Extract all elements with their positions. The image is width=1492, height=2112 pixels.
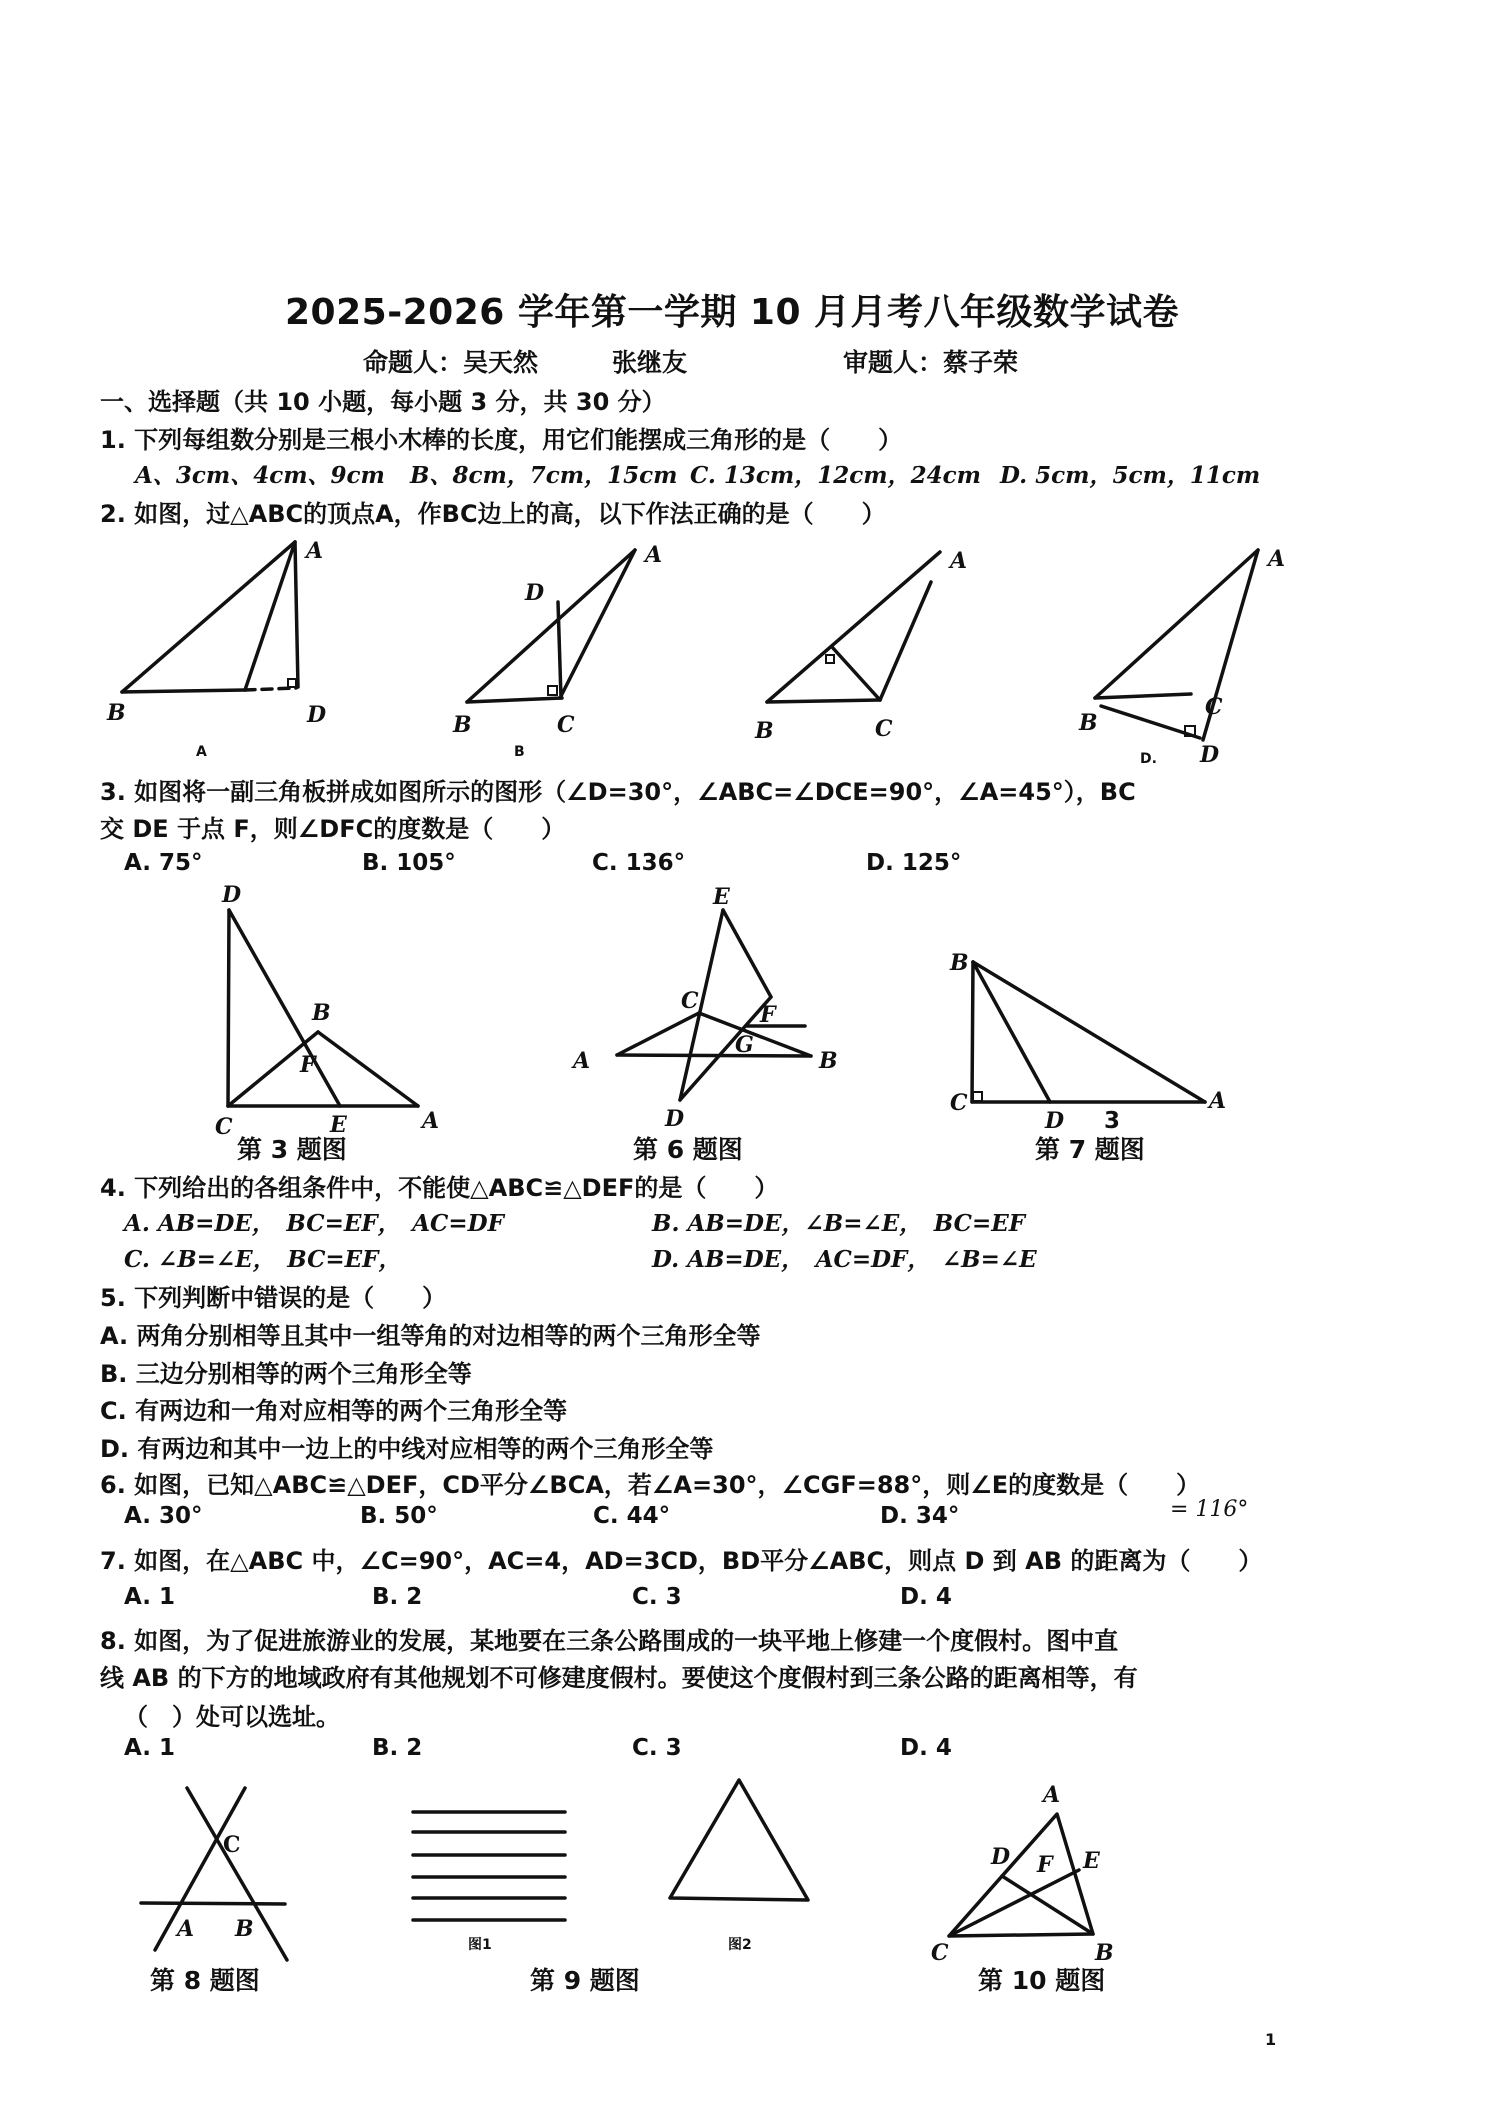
- q8-option-c: C. 3: [632, 1735, 682, 1761]
- q2-figure-d: [1075, 530, 1305, 768]
- q8-stem-line3: （ ）处可以选址。: [124, 1703, 340, 1731]
- author-2: 张继友: [612, 348, 688, 377]
- q7-option-c: C. 3: [632, 1584, 682, 1610]
- q6-stem: 6. 如图，已知△ABC≌△DEF，CD平分∠BCA，若∠A=30°，∠CGF=88°，则∠E的度数是（ ）: [100, 1471, 1201, 1499]
- svg-text:C: C: [1205, 694, 1223, 720]
- svg-text:A: A: [1268, 546, 1286, 572]
- q2-figure-d-label: D.: [1140, 751, 1157, 767]
- q5-option-a: A. 两角分别相等且其中一组等角的对边相等的两个三角形全等: [100, 1322, 761, 1350]
- q9-figure-1: [405, 1800, 575, 1910]
- fig10-caption: 第 10 题图: [978, 1966, 1106, 1995]
- svg-text:B: B: [1079, 710, 1098, 736]
- svg-text:F: F: [1037, 1852, 1053, 1878]
- q3-option-d: D. 125°: [866, 850, 962, 876]
- svg-text:B: B: [107, 700, 126, 726]
- svg-text:C: C: [931, 1940, 949, 1966]
- q10-figure: [931, 1780, 1135, 1970]
- q3-stem-line2: 交 DE 于点 F，则∠DFC的度数是（ ）: [100, 815, 566, 843]
- q6-figure: [573, 880, 838, 1132]
- q6-option-b: B. 50°: [360, 1503, 438, 1529]
- q3-option-b: B. 105°: [362, 850, 456, 876]
- q4-option-c: C. ∠B=∠E， BC=EF，: [124, 1246, 402, 1273]
- q3-option-c: C. 136°: [592, 850, 686, 876]
- q4-option-b: B. AB=DE，∠B=∠E， BC=EF: [652, 1210, 1026, 1237]
- svg-text:D: D: [991, 1844, 1011, 1870]
- q1-stem: 1. 下列每组数分别是三根小木棒的长度，用它们能摆成三角形的是（ ）: [100, 426, 903, 454]
- q3-stem-line1: 3. 如图将一副三角板拼成如图所示的图形（∠D=30°，∠ABC=∠DCE=90°，∠A=45°），BC: [100, 778, 1136, 806]
- svg-text:A: A: [306, 538, 324, 564]
- svg-text:F: F: [760, 1002, 776, 1028]
- q2-figure-b-label: B: [514, 744, 525, 760]
- q7-stem: 7. 如图，在△ABC 中，∠C=90°，AC=4，AD=3CD，BD平分∠ABC，则点 D 到 AB 的距离为（ ）: [100, 1547, 1263, 1575]
- svg-text:F: F: [300, 1052, 316, 1078]
- q6-option-a: A. 30°: [124, 1503, 203, 1529]
- svg-text:A: A: [177, 1916, 195, 1942]
- svg-text:B: B: [1095, 1940, 1114, 1966]
- q7-figure-side-label: 3: [1104, 1108, 1121, 1134]
- section-heading: 一、选择题（共 10 小题，每小题 3 分，共 30 分）: [100, 388, 666, 416]
- svg-text:D: D: [525, 580, 545, 606]
- author-label: 命题人：吴天然: [363, 348, 539, 377]
- q4-option-a: A. AB=DE， BC=EF， AC=DF: [124, 1210, 504, 1237]
- svg-text:D: D: [1200, 742, 1220, 768]
- q8-stem-line1: 8. 如图，为了促进旅游业的发展，某地要在三条公路围成的一块平地上修建一个度假村。图中直: [100, 1627, 1119, 1655]
- q7-option-d: D. 4: [900, 1584, 952, 1610]
- q2-figure-c: [755, 530, 985, 744]
- fig3-caption: 第 3 题图: [237, 1135, 347, 1164]
- fig8-caption: 第 8 题图: [150, 1966, 260, 1995]
- q5-option-d: D. 有两边和其中一边上的中线对应相等的两个三角形全等: [100, 1435, 714, 1463]
- q8-option-a: A. 1: [124, 1735, 175, 1761]
- q6-option-d: D. 34°: [880, 1503, 960, 1529]
- svg-text:C: C: [223, 1832, 241, 1858]
- svg-text:A: A: [1209, 1088, 1227, 1114]
- fig9-sub1-label: 图1: [468, 1937, 492, 1953]
- svg-text:E: E: [713, 884, 730, 910]
- svg-text:D: D: [222, 882, 242, 908]
- svg-text:B: B: [453, 712, 472, 738]
- q8-stem-line2: 线 AB 的下方的地域政府有其他规划不可修建度假村。要使这个度假村到三条公路的距离相等，有: [100, 1664, 1138, 1692]
- q7-figure: [945, 940, 1235, 1134]
- fig6-caption: 第 6 题图: [633, 1135, 743, 1164]
- svg-text:A: A: [950, 548, 968, 574]
- svg-text:A: A: [645, 542, 663, 568]
- q1-option-c: C. 13cm，12cm，24cm: [690, 462, 981, 489]
- q6-option-c: C. 44°: [593, 1503, 671, 1529]
- page-number: 1: [1265, 2030, 1277, 2049]
- reviewer-label: 审题人：蔡子荣: [843, 348, 1019, 377]
- q5-stem: 5. 下列判断中错误的是（ ）: [100, 1284, 447, 1312]
- svg-text:D: D: [665, 1106, 685, 1132]
- fig7-caption: 第 7 题图: [1035, 1135, 1145, 1164]
- q2-figure-b: [445, 530, 675, 738]
- svg-text:B: B: [755, 718, 774, 744]
- svg-text:E: E: [330, 1112, 347, 1138]
- q4-option-d: D. AB=DE， AC=DF， ∠B=∠E: [652, 1246, 1037, 1273]
- svg-text:A: A: [1043, 1782, 1061, 1808]
- fig9-caption: 第 9 题图: [530, 1966, 640, 1995]
- svg-text:A: A: [422, 1108, 440, 1134]
- q8-figure: [135, 1770, 305, 1960]
- q5-option-c: C. 有两边和一角对应相等的两个三角形全等: [100, 1397, 568, 1425]
- q1-option-d: D. 5cm，5cm，11cm: [1000, 462, 1261, 489]
- q7-option-b: B. 2: [372, 1584, 423, 1610]
- exam-title: 2025-2026 学年第一学期 10 月月考八年级数学试卷: [285, 292, 1180, 333]
- q8-option-b: B. 2: [372, 1735, 423, 1761]
- q5-option-b: B. 三边分别相等的两个三角形全等: [100, 1360, 472, 1388]
- q7-option-a: A. 1: [124, 1584, 175, 1610]
- svg-text:C: C: [875, 716, 893, 742]
- svg-text:B: B: [235, 1916, 254, 1942]
- svg-text:B: B: [950, 950, 969, 976]
- svg-text:A: A: [573, 1048, 591, 1074]
- fig9-sub2-label: 图2: [728, 1937, 752, 1953]
- svg-text:B: B: [819, 1048, 838, 1074]
- q1-option-a: A、3cm、4cm、9cm: [135, 462, 385, 489]
- q9-figure-2: [660, 1770, 820, 1910]
- svg-text:B: B: [312, 1000, 331, 1026]
- q2-figure-a-label: A: [196, 744, 207, 760]
- svg-text:C: C: [557, 712, 575, 738]
- q8-option-d: D. 4: [900, 1735, 952, 1761]
- svg-text:C: C: [681, 988, 699, 1014]
- q2-figure-a: [107, 530, 330, 730]
- q2-stem: 2. 如图，过△ABC的顶点A，作BC边上的高，以下作法正确的是（ ）: [100, 500, 886, 528]
- q4-stem: 4. 下列给出的各组条件中，不能使△ABC≌△DEF的是（ ）: [100, 1174, 779, 1202]
- q3-figure: [210, 880, 450, 1140]
- q6-handwritten-note: = 116°: [1170, 1497, 1249, 1522]
- svg-text:C: C: [950, 1090, 968, 1116]
- svg-text:D: D: [307, 702, 327, 728]
- svg-text:G: G: [735, 1032, 754, 1058]
- svg-text:D: D: [1045, 1108, 1065, 1134]
- q3-option-a: A. 75°: [124, 850, 203, 876]
- svg-text:E: E: [1083, 1848, 1100, 1874]
- q1-option-b: B、8cm，7cm，15cm: [410, 462, 678, 489]
- svg-text:C: C: [215, 1114, 233, 1140]
